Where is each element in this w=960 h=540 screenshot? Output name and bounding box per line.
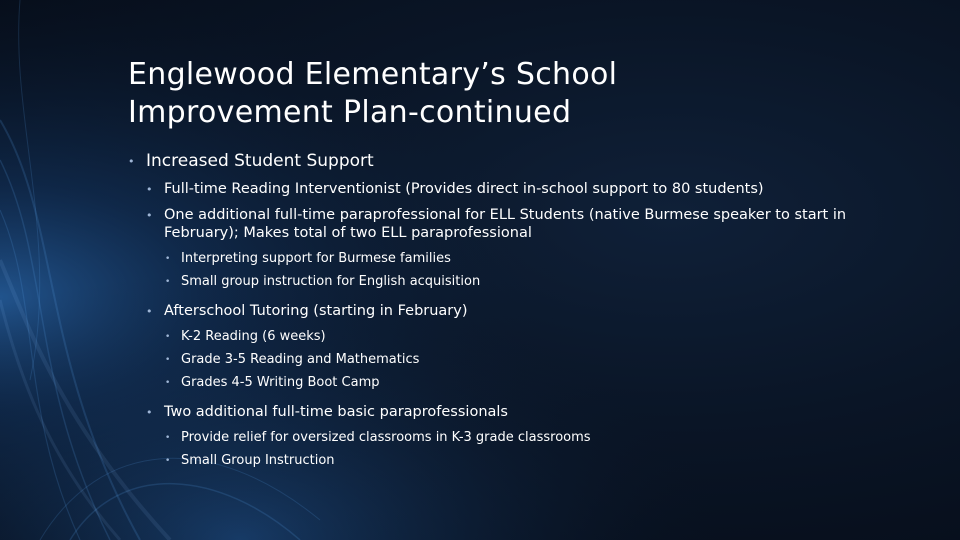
bullet-basic-paraprofessionals	[128, 403, 848, 421]
sub-bullet-interpreting-support	[128, 250, 848, 268]
bullet-dot: •	[165, 277, 171, 287]
sub-bullet-writing-boot-camp	[128, 374, 848, 392]
slide-title-line-1: Englewood Elementary’s School	[128, 57, 618, 92]
bullet-text: Two additional full-time basic paraprofessionals	[164, 404, 508, 420]
sub-bullet-grade-3-5	[128, 351, 848, 369]
bullet-dot: •	[128, 155, 135, 168]
bullet-text: Full-time Reading Interventionist (Provides direct in-school support to 80 students)	[164, 181, 764, 197]
bullet-text: Provide relief for oversized classrooms in K-3 grade classrooms	[181, 430, 591, 445]
bullet-dot: •	[165, 378, 171, 388]
bullet-reading-interventionist	[128, 180, 848, 198]
bullet-text: Increased Student Support	[146, 151, 374, 171]
slide-body	[128, 150, 848, 475]
bullet-ell-paraprofessional	[128, 206, 848, 242]
bullet-dot: •	[165, 456, 171, 466]
sub-bullet-k2-reading	[128, 328, 848, 346]
slide-title	[128, 56, 888, 132]
bullet-dot: •	[146, 183, 153, 196]
sub-bullet-oversized-classrooms	[128, 429, 848, 447]
bullet-text: One additional full-time paraprofessional for ELL Students (native Burmese speaker to start in February); Makes total of two ELL paraprofessional	[164, 207, 847, 241]
bullet-dot: •	[165, 254, 171, 264]
bullet-text: Small group instruction for English acquisition	[181, 274, 481, 289]
bullet-dot: •	[146, 305, 153, 318]
sub-bullet-small-group-instruction	[128, 452, 848, 470]
bullet-text: Small Group Instruction	[181, 453, 335, 468]
bullet-text: Afterschool Tutoring (starting in February)	[164, 303, 468, 319]
bullet-text: Grade 3-5 Reading and Mathematics	[181, 352, 420, 367]
bullet-dot: •	[165, 355, 171, 365]
slide-title-line-2: Improvement Plan-continued	[128, 95, 572, 130]
sub-bullet-small-group-english	[128, 273, 848, 291]
bullet-dot: •	[165, 332, 171, 342]
bullet-text: Interpreting support for Burmese families	[181, 251, 451, 266]
bullet-text: K-2 Reading (6 weeks)	[181, 329, 326, 344]
bullet-dot: •	[146, 406, 153, 419]
bullet-increased-student-support	[128, 150, 848, 172]
bullet-dot: •	[146, 209, 153, 222]
bullet-dot: •	[165, 433, 171, 443]
bullet-text: Grades 4-5 Writing Boot Camp	[181, 375, 380, 390]
bullet-afterschool-tutoring	[128, 302, 848, 320]
